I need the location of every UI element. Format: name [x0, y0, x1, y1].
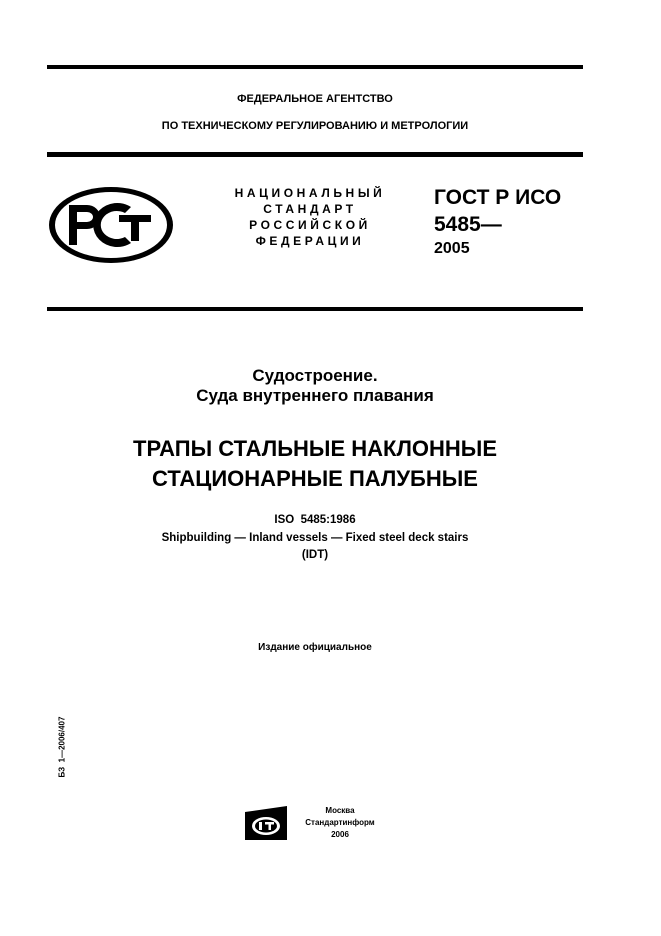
national-standard-label-line2: СТАНДАРТ	[263, 202, 357, 216]
iso-number: ISO 5485:1986	[274, 514, 356, 526]
agency-name-line2: ПО ТЕХНИЧЕСКОМУ РЕГУЛИРОВАНИЮ И МЕТРОЛОГИИ	[161, 120, 469, 132]
subtitle-line1: Судостроение.	[252, 366, 378, 385]
publisher-name: Стандартинформ	[305, 818, 375, 827]
designation-rule	[47, 307, 583, 311]
edition-label: Издание официальное	[258, 642, 372, 653]
publisher-year: 2006	[331, 830, 349, 839]
side-code: БЗ 1—2006/407	[57, 716, 67, 778]
standard-designation-year: 2005	[434, 240, 470, 257]
iso-equivalence: (IDT)	[301, 549, 329, 561]
main-title-line1: ТРАПЫ СТАЛЬНЫЕ НАКЛОННЫЕ	[133, 436, 497, 461]
standard-designation-line2: 5485—	[434, 213, 502, 236]
national-standard-label-line4: ФЕДЕРАЦИИ	[255, 234, 365, 248]
national-standard-label-line3: РОССИЙСКОЙ	[249, 218, 371, 232]
standartinform-logo-icon	[245, 806, 287, 840]
main-title-line2: СТАЦИОНАРНЫЕ ПАЛУБНЫЕ	[152, 466, 478, 491]
iso-english-title: Shipbuilding — Inland vessels — Fixed steel deck stairs	[161, 532, 469, 544]
publisher-city: Москва	[325, 806, 355, 815]
standard-designation-line1: ГОСТ Р ИСО	[434, 186, 562, 209]
rst-certification-logo-icon	[47, 185, 175, 265]
header-rule	[47, 152, 583, 157]
subtitle-line2: Суда внутреннего плавания	[196, 386, 434, 405]
agency-name-line1: ФЕДЕРАЛЬНОЕ АГЕНТСТВО	[237, 93, 393, 105]
top-rule	[47, 65, 583, 69]
national-standard-label-line1: НАЦИОНАЛЬНЫЙ	[234, 186, 386, 200]
